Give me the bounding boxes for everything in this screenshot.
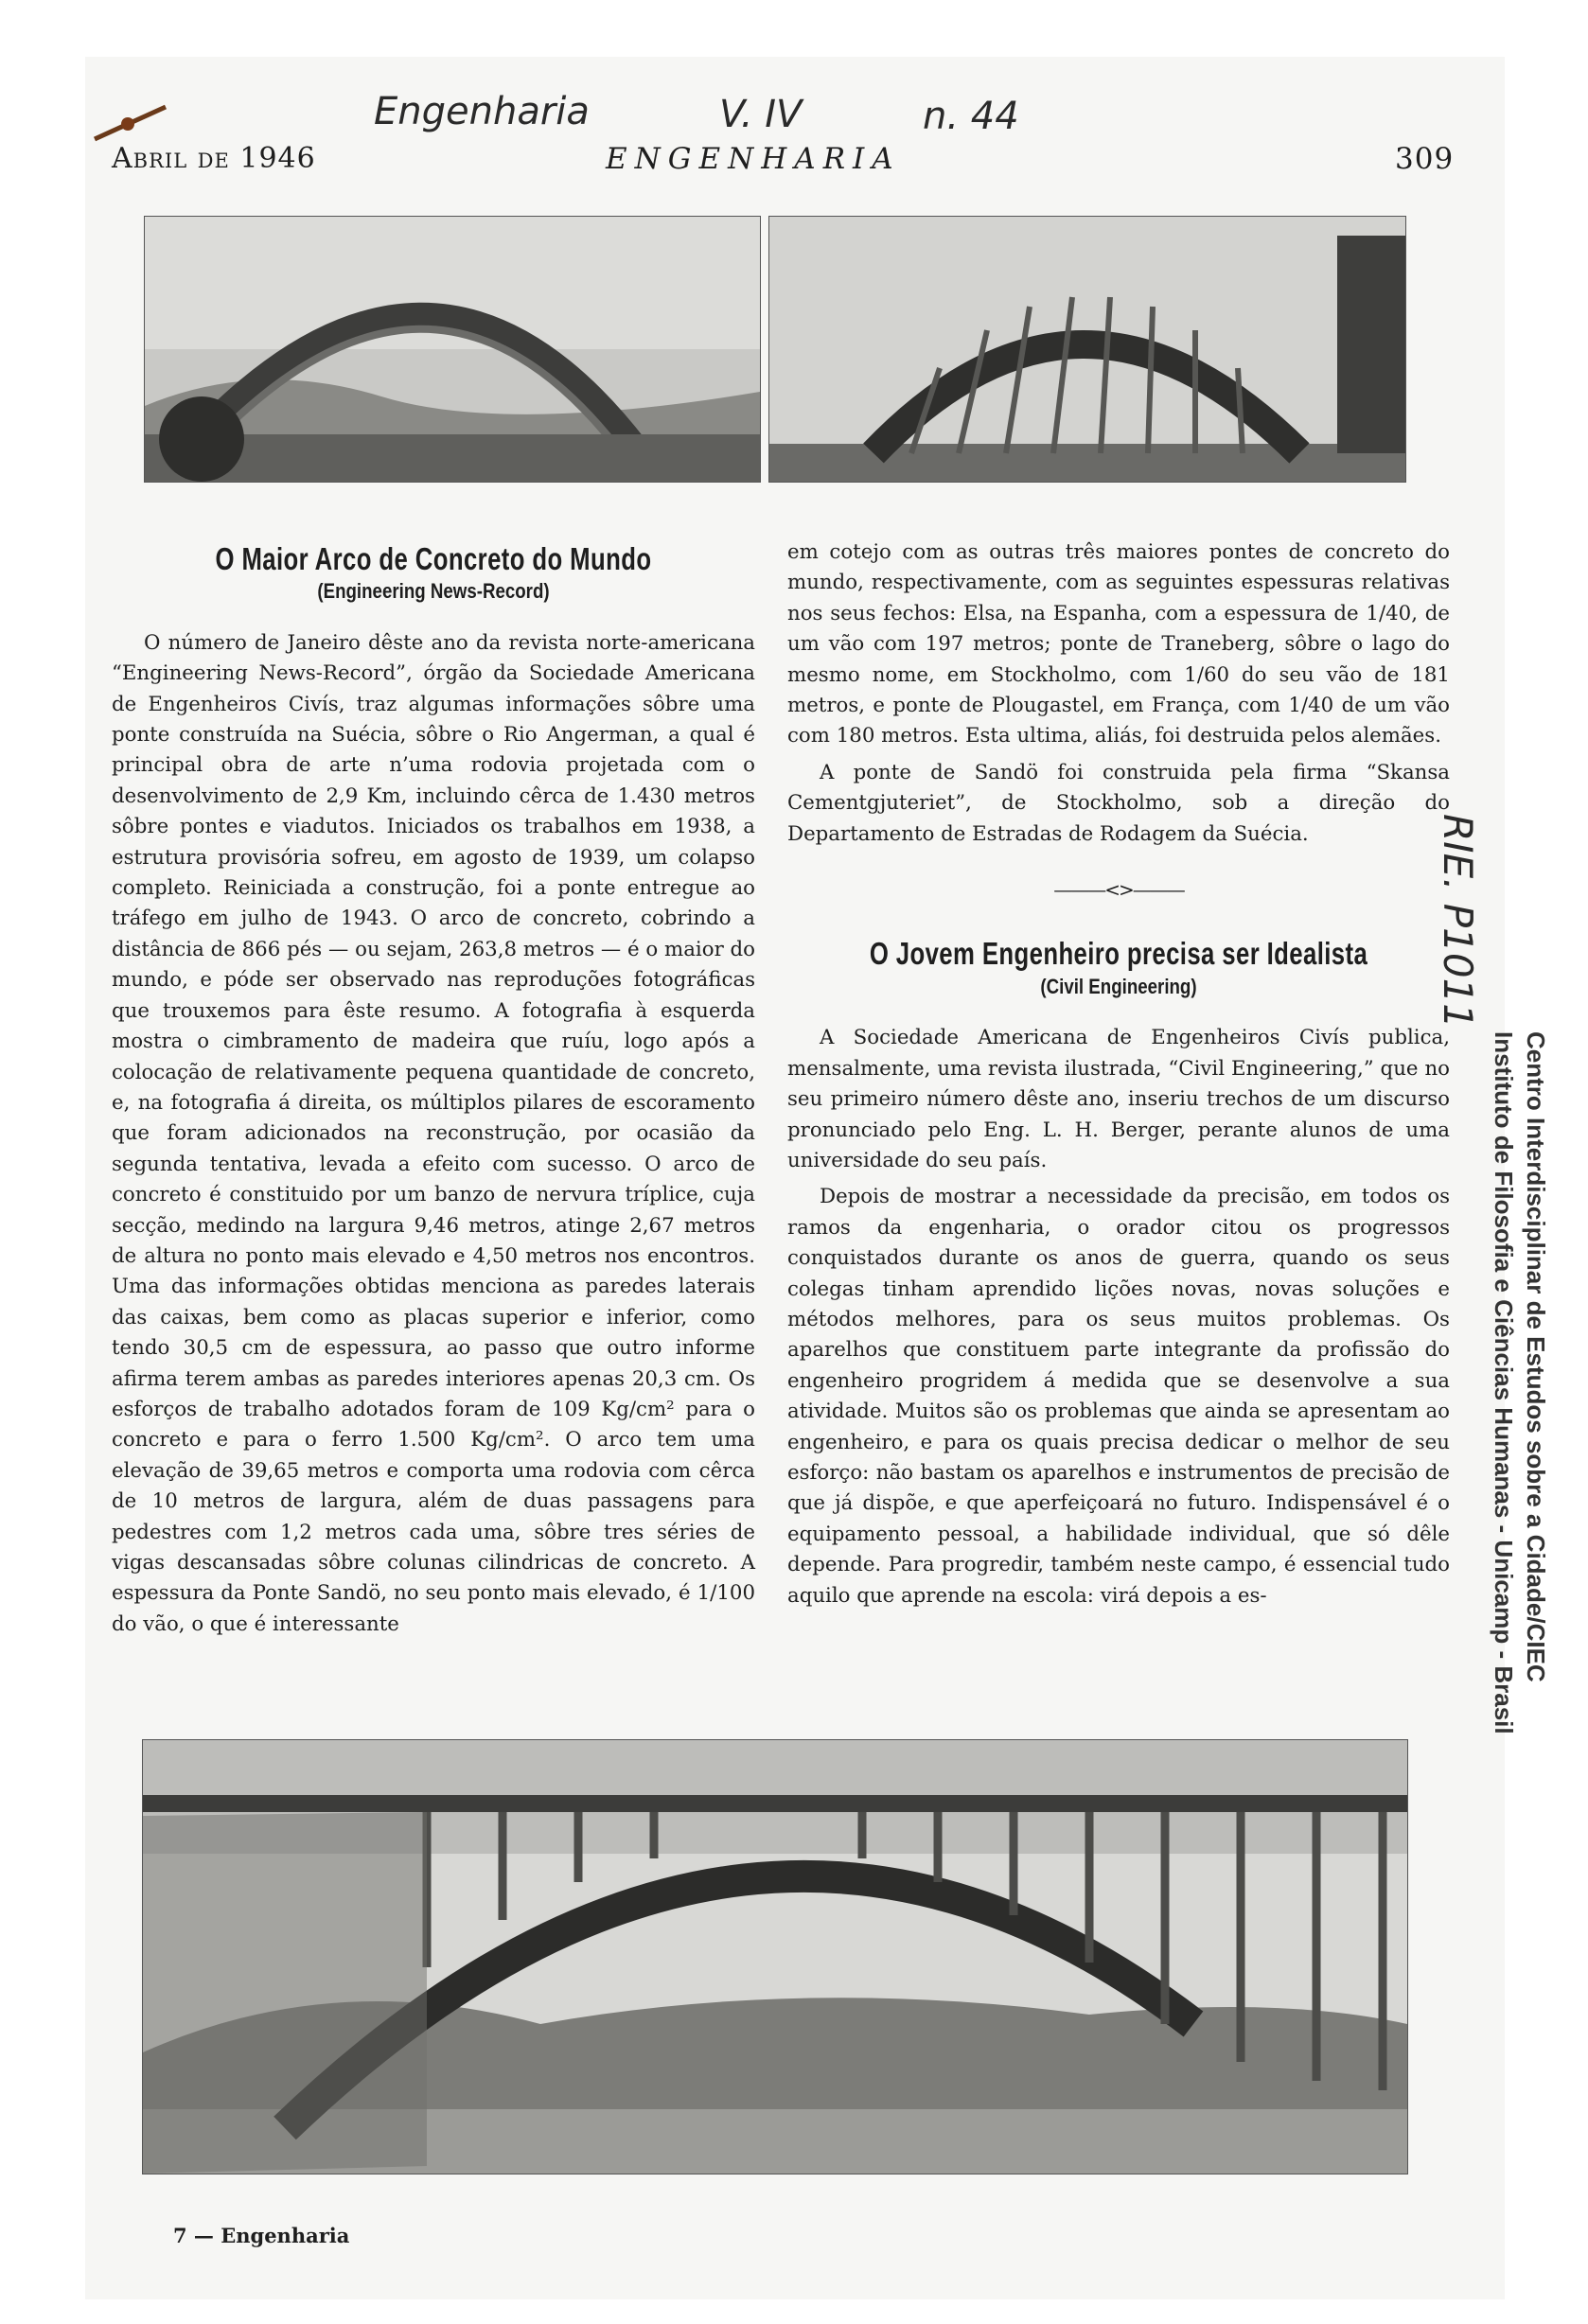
article-paragraph: Depois de mostrar a necessidade da precisão, em todos os ramos da engenharia, o orador citou os progressos conquistados durante os anos de guerra, quando os seus colegas tinham aprendido lições novas, novas soluções e métodos melhores, para os seus muitos problemas. Os aparelhos que constituem parte integrante da profissão do engenheiro progridem á medida que se desenvolve a sua atividade. Muitos são os problemas que ainda se apresentam ao engenheiro, e para os quais precisa dedicar o melhor de seu esforço: não bastam os aparelhos e instrumentos de precisão de que já dispõe, e que aperfeiçoará no futuro. Indispensável é o equipamento pessoal, a habilidade individual, que só dêle depende. Para progredir, também neste campo, é essencial tudo aquilo que aprende na escola: virá depois a es- <box>787 1185 1450 1608</box>
article-source-enr: (Engineering News-Record) <box>317 579 550 604</box>
handwritten-number-note: n. 44 <box>923 95 1019 138</box>
stamp-line-ciec: Centro Interdisciplinar de Estudos sobre a Cidade/CIEC <box>1522 1031 1550 1682</box>
stamp-line-ifch: Instituto de Filosofia e Ciências Humanas - Unicamp - Brasil <box>1490 1031 1518 1734</box>
article-paragraph: A ponte de Sandö foi construida pela firma “Skansa Cementgjuteriet”, de Stockholmo, sob a direção do Departamento de Estradas de Rodagem da Suécia. <box>787 760 1450 846</box>
article-paragraph: em cotejo com as outras três maiores pontes de concreto do mundo, respectivamente, com as seguintes espessuras relativas nos seus fechos: Elsa, na Espanha, com a espessura de 1/40, de um vão com 197 metros; ponte de Traneberg, sôbre o lago do mesmo nome, em Stockholmo, com 1/60 do seu vão de 181 metros, e ponte de Plougastel, em França, com 1/40 de um vão com 180 metros. Esta ultima, aliás, foi destruida pelos alemães. <box>787 540 1450 748</box>
section-divider: ———<>——— <box>1053 878 1184 902</box>
article-right-column <box>787 537 1450 1617</box>
pin-mark-icon <box>90 99 175 147</box>
article-source-civil-engineering: (Civil Engineering) <box>1040 974 1197 998</box>
article-left-column <box>112 541 755 1646</box>
header-page-number: 309 <box>1395 142 1455 176</box>
article-title-jovem-engenheiro: O Jovem Engenheiro precisa ser Idealista <box>869 936 1368 972</box>
article-title-maior-arco: O Maior Arco de Concreto do Mundo <box>215 541 652 576</box>
handwritten-journal-note: Engenharia <box>374 90 590 133</box>
photo-collapsed-falsework <box>144 216 761 483</box>
header-journal-name: ENGENHARIA <box>606 142 901 176</box>
archive-stamp <box>1488 1031 1552 1734</box>
photo-reconstruction-scaffolding <box>768 216 1406 483</box>
article-paragraph: A Sociedade Americana de Engenheiros Civís publica, mensalmente, uma revista ilustrada, “Civil Engineering,” que no seu primeiro número dêste ano, inseriu trechos de um discurso pronunciado pelo Eng. L. H. Berger, perante alunos de uma universidade do seu país. <box>787 1026 1450 1172</box>
photo-sando-bridge <box>142 1739 1408 2174</box>
handwritten-catalog-note: RIE. P1011 <box>1435 814 1481 1030</box>
header-date: Abril de 1946 <box>112 142 316 175</box>
article-paragraph: O número de Janeiro dêste ano da revista norte-americana “Engineering News-Record”, órgão da Sociedade Americana de Engenheiros Civís, traz algumas informações sôbre uma ponte construída na Suécia, sôbre o Rio Angerman, a qual é principal obra de arte n’uma rodovia projetada com o desenvolvimento de 2,9 Km, incluindo cêrca de 1.430 metros sôbre pontes e viadutos. Iniciados os trabalhos em 1938, a estrutura provisória sofreu, em agosto de 1939, um colapso completo. Reiniciada a construção, foi a ponte entregue ao tráfego em julho de 1943. O arco de concreto, cobrindo a distância de 866 pés — ou sejam, 263,8 metros — é o maior do mundo, e póde ser observado nas reproduções fotográficas que trouxemos para êste resumo. A fotografia à esquerda mostra o cimbramento de madeira que ruíu, logo após a colocação de relativamente pequena quantidade de concreto, e, na fotografia á direita, os múltiplos pilares de escoramento que foram adicionados na reconstrução, por ocasião da segunda tentativa, levada a efeito com sucesso. O arco de concreto é constituido por um banzo de nervura tríplice, cuja secção, medindo na largura 9,46 metros, atinge 2,67 metros de altura no ponto mais elevado e 4,50 metros nos encontros. Uma das informações obtidas menciona as paredes laterais das caixas, bem como as placas superior e inferior, como tendo 30,5 cm de espessura, ao passo que outro informe afirma terem ambas as paredes interiores apenas 20,3 cm. Os esforços de trabalho adotados foram de 109 Kg/cm² para o concreto e para o ferro 1.500 Kg/cm². O arco tem uma elevação de 39,65 metros e comporta uma rodovia com cêrca de 10 metros de largura, além de duas passagens para pedestres com 1,2 metros cada uma, sôbre tres séries de vigas descansadas sôbre colunas cilindricas de concreto. A espessura da Ponte Sandö, no seu ponto mais elevado, é 1/100 do vão, o que é interessante <box>112 630 755 1636</box>
page-footer: 7 — Engenharia <box>173 2224 350 2247</box>
handwritten-volume-note: V. IV <box>719 93 803 136</box>
